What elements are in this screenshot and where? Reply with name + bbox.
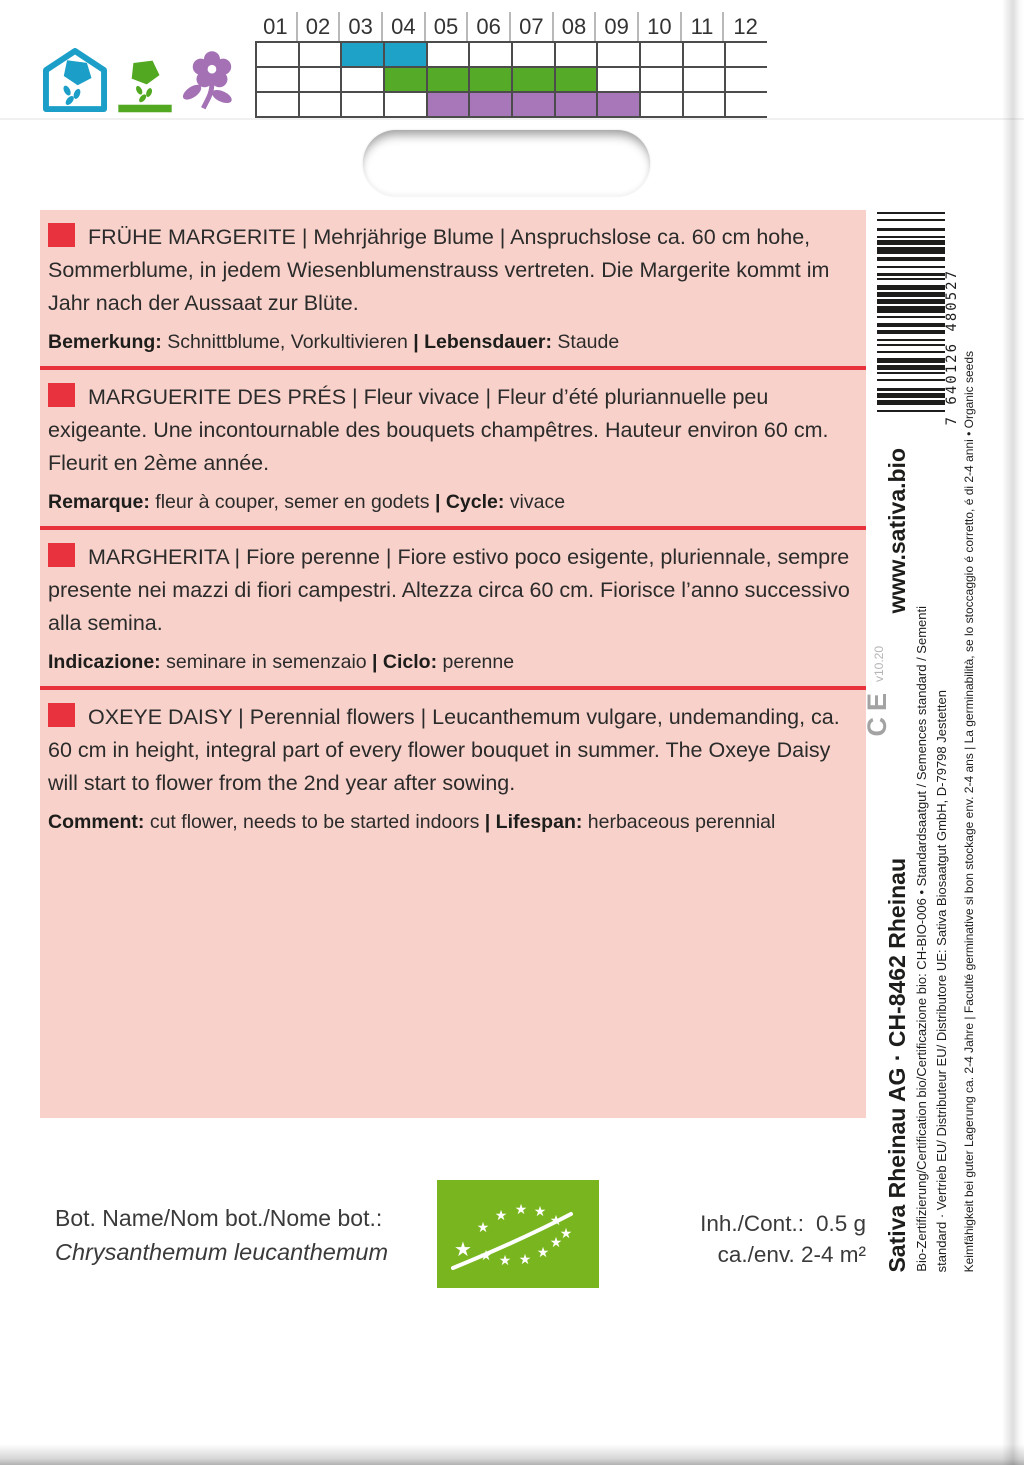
description-panel: [40, 210, 866, 1118]
lang-block-german: [40, 210, 866, 366]
block-note: [48, 327, 852, 357]
germination-note: Keimfähigkeit bei guter Lagerung ca. 2-4 Jahre | Faculté germinative si bon stockage env. 2-4 ans | La germinabilità, se lo stoccaggio é corretto, é di 2-4 anni • Organic seeds: [962, 350, 976, 1272]
calendar-cell: [383, 93, 426, 116]
calendar-month-label: 08: [554, 12, 597, 41]
calendar-cell: [554, 43, 597, 66]
cycle-text: herbaceous perennial: [582, 811, 776, 833]
cycle-label: | Lifespan:: [484, 811, 583, 833]
red-square-bullet: [48, 703, 75, 727]
calendar-cell: [255, 68, 298, 91]
calendar-cell: [724, 43, 767, 66]
calendar-month-label: 01: [255, 12, 298, 41]
calendar-cell: [426, 93, 469, 116]
lang-block-italian: [40, 530, 866, 686]
company-address: Sativa Rheinau AG · CH-8462 Rheinau: [884, 858, 910, 1273]
calendar-cell: [724, 68, 767, 91]
calendar-cell: [511, 43, 554, 66]
note-label: Comment:: [48, 811, 145, 833]
calendar-cell: [554, 93, 597, 116]
coverage-value: ca./env. 2-4 m²: [717, 1242, 866, 1267]
red-square-bullet: [48, 223, 75, 247]
svg-text:★: ★: [479, 1248, 493, 1264]
calendar-month-label: 06: [468, 12, 511, 41]
block-note: [48, 487, 852, 517]
calendar-cell: [298, 68, 341, 91]
calendar-cell: [511, 93, 554, 116]
svg-text:★: ★: [536, 1245, 550, 1261]
barcode: [877, 212, 945, 412]
calendar-month-label: 05: [426, 12, 469, 41]
certification-line-1: Bio-Zertifizierung/Certification bio/Certificazione bio: CH-BIO-006 • Standardsaatgut / Semences standard / Sementi: [914, 606, 929, 1272]
cycle-text: perenne: [437, 651, 515, 673]
block-heading: MARGHERITA | Fiore perenne | Fiore estivo poco esigente, pluriennale, sempre presente nei mazzi di fiori campestri. Altezza circa 60 cm. Fiorisce l’anno successivo alla semina.: [48, 545, 850, 635]
lang-block-english: [40, 690, 866, 1118]
calendar-grid: [255, 41, 767, 118]
calendar-cell: [682, 43, 725, 66]
cycle-label: | Cycle:: [434, 491, 505, 513]
calendar-cell: [383, 68, 426, 91]
calendar-cell: [554, 68, 597, 91]
calendar-cell: [426, 43, 469, 66]
svg-text:★: ★: [533, 1204, 547, 1220]
version-number: v10.20: [872, 645, 886, 682]
block-heading: MARGUERITE DES PRÉS | Fleur vivace | Fleur d’été pluriannuelle peu exigeante. Une incontournable des bouquets champêtres. Hauteur environ 60 cm. Fleurit en 2ème année.: [48, 385, 829, 475]
calendar-months: [255, 12, 767, 41]
calendar-cell: [340, 68, 383, 91]
certification-line-2: standard · Vertrieb EU/ Distributeur EU/ Distributore UE: Sativa Biosaatgut GmbH, D-79798 Jestetten: [934, 689, 949, 1272]
red-square-bullet: [48, 383, 75, 407]
calendar-month-label: 02: [298, 12, 341, 41]
svg-text:★: ★: [498, 1253, 512, 1269]
svg-text:★: ★: [514, 1202, 528, 1218]
calendar-month-label: 12: [733, 14, 758, 39]
note-text: cut flower, needs to be started indoors: [144, 811, 485, 833]
calendar-cell: [596, 43, 639, 66]
lang-block-french: [40, 370, 866, 526]
block-note: [48, 647, 852, 677]
calendar-month-label: 11: [682, 12, 725, 41]
calendar-cell: [468, 93, 511, 116]
flower-icon: [176, 46, 238, 116]
note-text: fleur à couper, semer en godets: [149, 491, 435, 513]
content-label: Inh./Cont.:: [700, 1211, 804, 1236]
calendar-cell: [298, 43, 341, 66]
calendar-cell: [255, 43, 298, 66]
calendar-cell: [639, 93, 682, 116]
calendar-cell: [682, 68, 725, 91]
note-label: Remarque:: [48, 491, 150, 513]
calendar-cell: [340, 43, 383, 66]
calendar-cell: [468, 43, 511, 66]
hang-hole: [363, 130, 650, 196]
outdoor-sowing-icon: [116, 54, 174, 116]
calendar-cell: [340, 93, 383, 116]
website-url: www.sativa.bio: [884, 447, 910, 613]
barcode-bars: [877, 212, 945, 412]
barcode-number: 7 640126 480527: [944, 268, 960, 425]
red-square-bullet: [48, 543, 75, 567]
calendar-cell: [724, 93, 767, 116]
content-value: 0.5 g: [815, 1211, 866, 1236]
calendar-row-sow-outdoors: [255, 66, 767, 91]
calendar-row-flowering: [255, 91, 767, 118]
cycle-text: Staude: [551, 331, 620, 353]
note-text: Schnittblume, Vorkultivieren: [161, 331, 414, 353]
cycle-label: | Ciclo:: [372, 651, 438, 673]
botanical-name: Chrysanthemum leucanthemum: [55, 1239, 389, 1265]
svg-text:★: ★: [518, 1252, 532, 1268]
calendar-row-sow-protected: [255, 41, 767, 66]
calendar-cell: [255, 93, 298, 116]
calendar-month-label: 09: [596, 12, 639, 41]
calendar-cell: [468, 68, 511, 91]
calendar-cell: [383, 43, 426, 66]
block-heading: FRÜHE MARGERITE | Mehrjährige Blume | Anspruchslose ca. 60 cm hohe, Sommerblume, in jedem Wiesenblumenstrauss vertreten. Die Margerite kommt im Jahr nach der Aussaat zur Blüte.: [48, 225, 830, 315]
content-info: [700, 1208, 866, 1270]
packet-fold-line: [0, 118, 1024, 120]
sowing-calendar: [255, 12, 767, 118]
svg-text:★: ★: [454, 1237, 472, 1261]
calendar-month-label: 10: [639, 12, 682, 41]
calendar-month-label: 04: [383, 12, 426, 41]
calendar-cell: [682, 93, 725, 116]
calendar-month-label: 07: [511, 12, 554, 41]
svg-text:★: ★: [494, 1208, 508, 1224]
block-heading: OXEYE DAISY | Perennial flowers | Leucanthemum vulgare, undemanding, ca. 60 cm in height, integral part of every flower bouquet in summer. The Oxeye Daisy will start to flower from the 2nd year after sowing.: [48, 705, 840, 795]
calendar-cell: [639, 43, 682, 66]
botanical-name-label: Bot. Name/Nom bot./Nome bot.:: [55, 1205, 383, 1231]
calendar-cell: [426, 68, 469, 91]
calendar-cell: [298, 93, 341, 116]
calendar-cell: [639, 68, 682, 91]
calendar-cell: [511, 68, 554, 91]
cycle-text: vivace: [504, 491, 566, 513]
svg-text:★: ★: [559, 1226, 573, 1242]
cycle-label: | Lebensdauer:: [413, 331, 552, 353]
svg-text:★: ★: [549, 1235, 563, 1251]
page-bottom-edge: [0, 1444, 1024, 1465]
note-label: Indicazione:: [48, 651, 161, 673]
svg-text:★: ★: [549, 1213, 563, 1229]
calendar-cell: [596, 93, 639, 116]
eu-organic-leaf-logo: [437, 1180, 599, 1288]
page-right-edge: [1002, 0, 1024, 1465]
note-text: seminare in semenzaio: [160, 651, 373, 673]
svg-text:★: ★: [476, 1220, 490, 1236]
calendar-cell: [596, 68, 639, 91]
note-label: Bemerkung:: [48, 331, 162, 353]
greenhouse-sowing-icon: [42, 44, 108, 116]
block-note: [48, 807, 852, 837]
ce-mark: CE: [862, 687, 892, 737]
calendar-month-label: 03: [340, 12, 383, 41]
